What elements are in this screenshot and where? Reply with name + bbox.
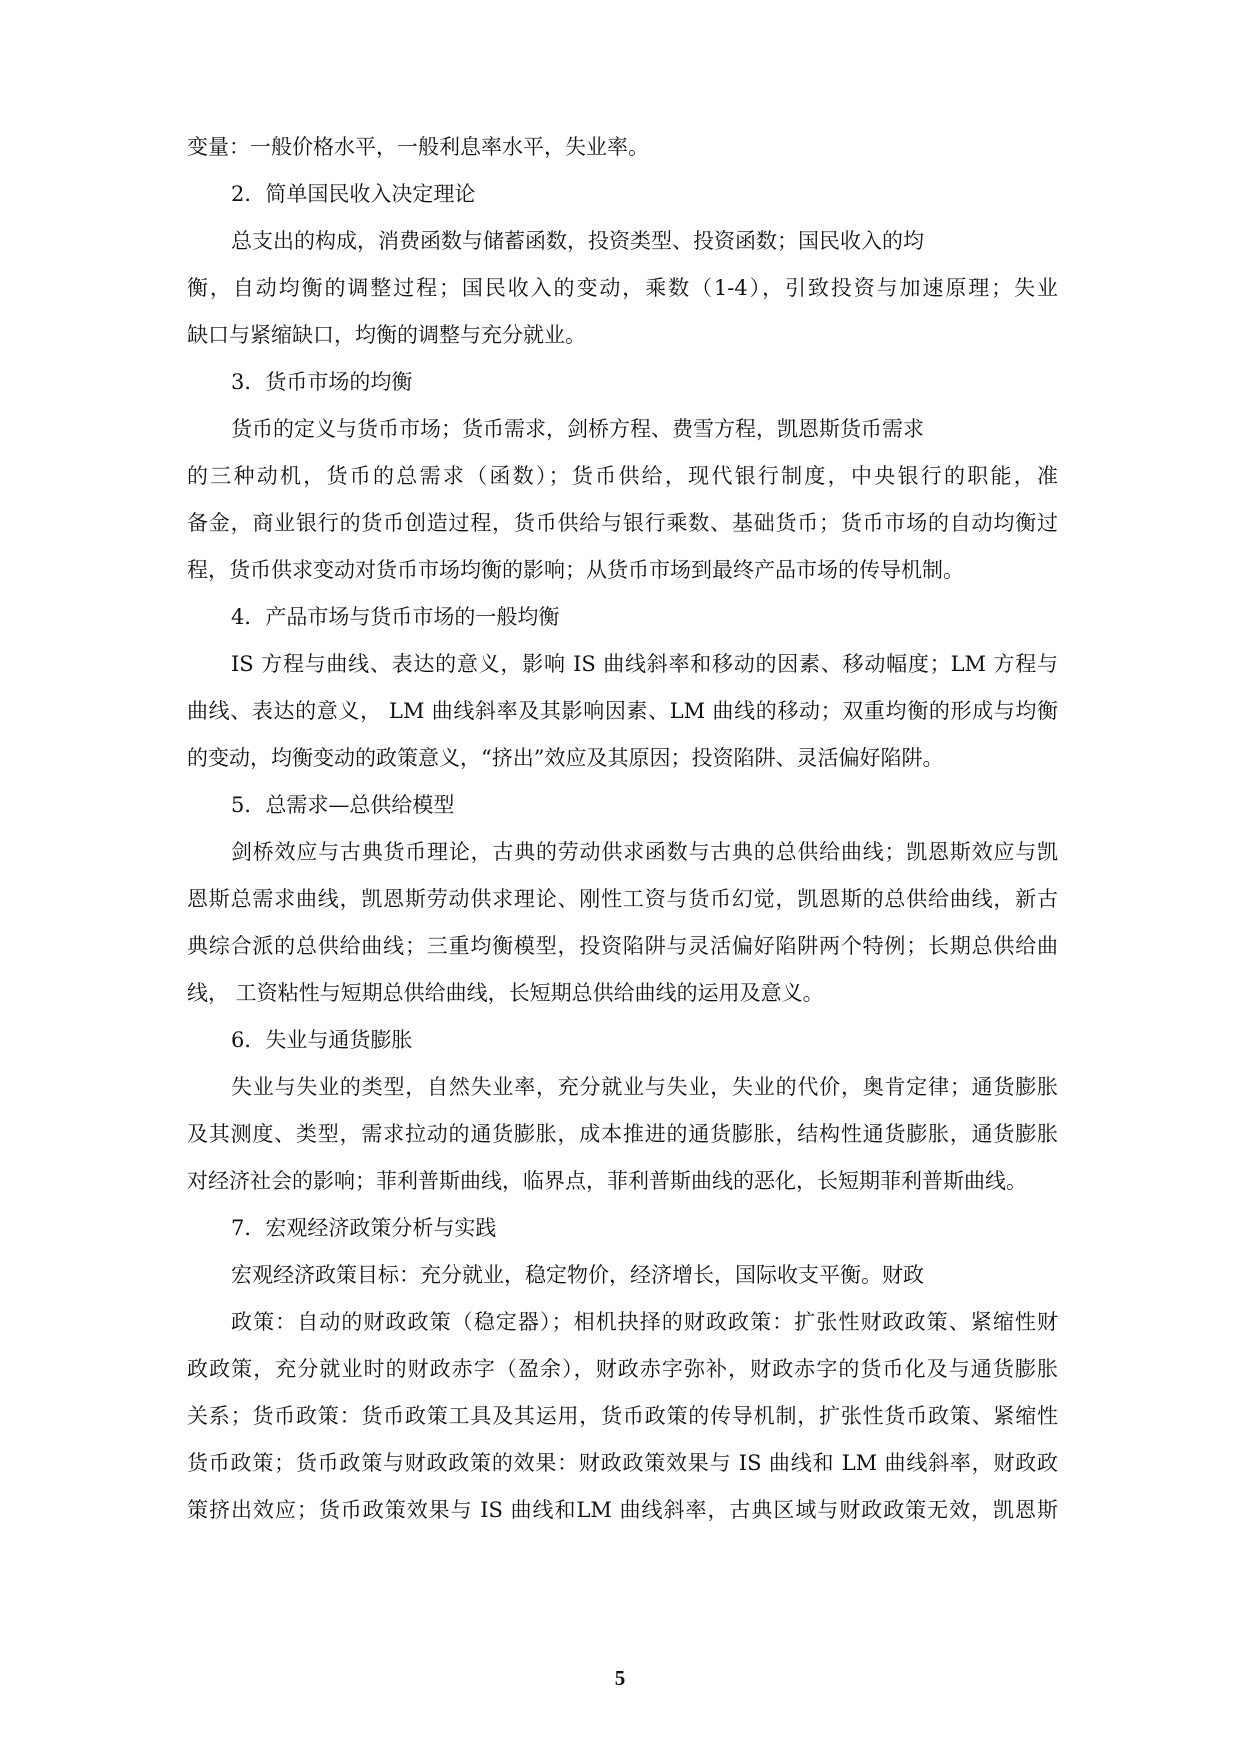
- paragraph-line: 剑桥效应与古典货币理论，古典的劳动供求函数与古典的总供给曲线；凯恩斯效应与凯: [231, 840, 1058, 864]
- section-heading-7: 7．宏观经济政策分析与实践: [231, 1216, 497, 1240]
- section-heading-2: 2．简单国民收入决定理论: [231, 182, 476, 206]
- paragraph-line: IS 方程与曲线、表达的意义，影响 IS 曲线斜率和移动的因素、移动幅度；LM 方程与: [231, 652, 1058, 676]
- paragraph-line: 政政策，充分就业时的财政赤字（盈余），财政赤字弥补，财政赤字的货币化及与通货膨胀: [187, 1357, 1058, 1381]
- section-heading-6: 6．失业与通货膨胀: [231, 1028, 413, 1052]
- paragraph-line: 总支出的构成，消费函数与储蓄函数，投资类型、投资函数；国民收入的均: [231, 229, 924, 253]
- section-heading-3: 3．货币市场的均衡: [231, 370, 413, 394]
- paragraph-line: 程，货币供求变动对货币市场均衡的影响；从货币市场到最终产品市场的传导机制。: [187, 558, 964, 582]
- paragraph-line: 及其测度、类型，需求拉动的通货膨胀，成本推进的通货膨胀，结构性通货膨胀，通货膨胀: [187, 1122, 1058, 1146]
- paragraph-line: 政策：自动的财政政策（稳定器）；相机抉择的财政政策：扩张性财政政策、紧缩性财: [231, 1310, 1058, 1334]
- paragraph-line: 关系；货币政策：货币政策工具及其运用，货币政策的传导机制，扩张性货币政策、紧缩性: [187, 1404, 1058, 1428]
- paragraph-line: 备金，商业银行的货币创造过程，货币供给与银行乘数、基础货币；货币市场的自动均衡过: [187, 511, 1058, 535]
- paragraph-line: 典综合派的总供给曲线；三重均衡模型，投资陷阱与灵活偏好陷阱两个特例；长期总供给曲: [187, 934, 1058, 958]
- paragraph-line: 曲线、表达的意义， LM 曲线斜率及其影响因素、LM 曲线的移动；双重均衡的形成与均衡: [187, 699, 1058, 723]
- paragraph-line: 的变动，均衡变动的政策意义，“挤出”效应及其原因；投资陷阱、灵活偏好陷阱。: [187, 746, 944, 770]
- page-number: 5: [614, 1666, 626, 1690]
- section-heading-5: 5．总需求—总供给模型: [231, 793, 455, 817]
- paragraph-line: 缺口与紧缩缺口，均衡的调整与充分就业。: [187, 323, 586, 347]
- paragraph-line: 宏观经济政策目标：充分就业，稳定物价，经济增长，国际收支平衡。财政: [231, 1263, 924, 1287]
- paragraph-line: 线， 工资粘性与短期总供给曲线，长短期总供给曲线的运用及意义。: [187, 981, 824, 1005]
- section-heading-4: 4．产品市场与货币市场的一般均衡: [231, 605, 560, 629]
- paragraph-line: 变量：一般价格水平，一般利息率水平，失业率。: [187, 135, 649, 159]
- paragraph-line: 货币的定义与货币市场；货币需求，剑桥方程、费雪方程，凯恩斯货币需求: [231, 417, 924, 441]
- paragraph-line: 衡，自动均衡的调整过程；国民收入的变动，乘数（1-4），引致投资与加速原理；失业: [187, 276, 1058, 300]
- paragraph-line: 的三种动机，货币的总需求（函数）；货币供给，现代银行制度，中央银行的职能，准: [187, 464, 1058, 488]
- paragraph-line: 货币政策；货币政策与财政政策的效果：财政政策效果与 IS 曲线和 LM 曲线斜率，财政政: [187, 1451, 1058, 1475]
- paragraph-line: 对经济社会的影响；菲利普斯曲线，临界点，菲利普斯曲线的恶化，长短期菲利普斯曲线。: [187, 1169, 1027, 1193]
- paragraph-line: 恩斯总需求曲线，凯恩斯劳动供求理论、刚性工资与货币幻觉，凯恩斯的总供给曲线，新古: [187, 887, 1058, 911]
- paragraph-line: 策挤出效应；货币政策效果与 IS 曲线和LM 曲线斜率，古典区域与财政政策无效，凯恩斯: [187, 1498, 1058, 1522]
- paragraph-line: 失业与失业的类型，自然失业率，充分就业与失业，失业的代价，奥肯定律；通货膨胀: [231, 1075, 1058, 1099]
